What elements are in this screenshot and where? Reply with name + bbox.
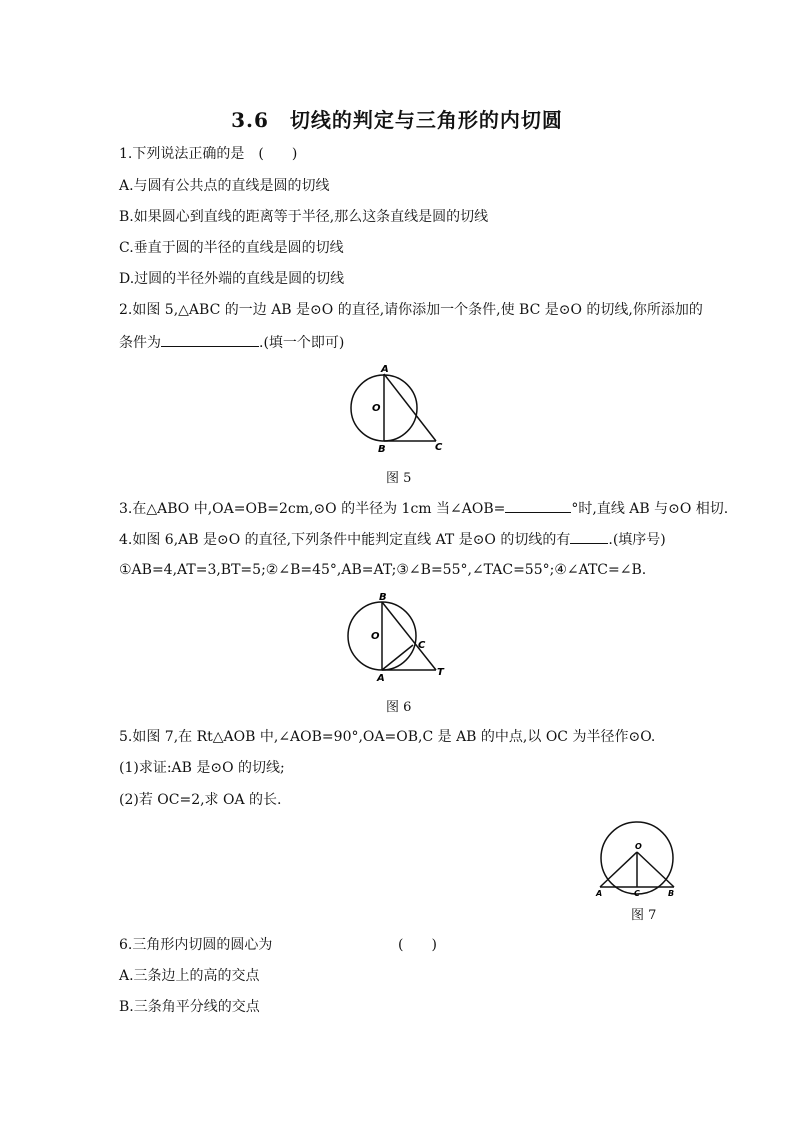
question-1-option-d: D.过圆的半径外端的直线是圆的切线 [119, 271, 345, 287]
figure-7-diagram [592, 815, 682, 900]
page-title: 3.6 切线的判定与三角形的内切圆 [231, 108, 563, 132]
figure-7-caption: 图 7 [631, 908, 657, 923]
figure-6-label-o: O [371, 631, 380, 642]
question-5-part-1: (1)求证:AB 是⊙O 的切线; [119, 760, 285, 776]
question-2-blank[interactable] [161, 332, 259, 347]
question-1-stem: 1.下列说法正确的是 ( ) [119, 146, 298, 162]
question-3-line [119, 498, 728, 519]
question-2-answer-line [119, 332, 344, 353]
question-3-blank[interactable] [505, 498, 571, 513]
question-2-prefix: 条件为 [119, 335, 161, 351]
figure-6-label-a: A [377, 673, 385, 684]
figure-7-label-c: C [634, 889, 640, 898]
figure-6-label-b: B [379, 592, 387, 603]
question-6-stem: 6.三角形内切圆的圆心为 [119, 937, 273, 953]
question-2-suffix: .(填一个即可) [259, 335, 345, 351]
question-4-line [119, 529, 666, 550]
figure-6-caption: 图 6 [386, 700, 412, 715]
figure-5-line-ac [384, 374, 436, 441]
figure-7-label-a: A [596, 889, 603, 898]
figure-5-caption: 图 5 [386, 471, 412, 486]
question-3-suffix: °时,直线 AB 与⊙O 相切. [571, 501, 729, 517]
question-1-option-c: C.垂直于圆的半径的直线是圆的切线 [119, 240, 344, 256]
figure-6-label-c: C [418, 640, 426, 651]
question-5-stem: 5.如图 7,在 Rt△AOB 中,∠AOB=90°,OA=OB,C 是 AB 的中点,以 OC 为半径作⊙O. [119, 729, 656, 745]
figure-5-label-o: O [372, 403, 381, 414]
figure-6-diagram [340, 588, 460, 684]
question-4-conditions: ①AB=4,AT=3,BT=5;②∠B=45°,AB=AT;③∠B=55°,∠TAC=55°;④∠ATC=∠B. [119, 562, 647, 578]
figure-5-label-b: B [378, 444, 386, 455]
figure-6-label-t: T [437, 667, 444, 678]
figure-7-label-b: B [668, 889, 675, 898]
figure-7-line-oa [600, 852, 637, 887]
figure-6-line-bt [382, 602, 436, 670]
question-2-stem: 2.如图 5,△ABC 的一边 AB 是⊙O 的直径,请你添加一个条件,使 BC 是⊙O 的切线,你所添加的 [119, 302, 703, 318]
figure-7-label-o: O [635, 842, 642, 851]
question-4-suffix: .(填序号) [608, 532, 666, 548]
figure-5-label-c: C [435, 442, 443, 453]
question-4-blank[interactable] [570, 529, 608, 544]
question-6-option-a: A.三条边上的高的交点 [119, 968, 260, 984]
question-1-option-a: A.与圆有公共点的直线是圆的切线 [119, 178, 330, 194]
question-4-prefix: 4.如图 6,AB 是⊙O 的直径,下列条件中能判定直线 AT 是⊙O 的切线的有 [119, 532, 571, 548]
question-1-option-b: B.如果圆心到直线的距离等于半径,那么这条直线是圆的切线 [119, 209, 489, 225]
question-6-answer-paren: ( ) [398, 937, 437, 953]
figure-5-label-a: A [381, 364, 389, 375]
figure-7-line-ob [637, 852, 674, 887]
question-3-prefix: 3.在△ABO 中,OA=OB=2cm,⊙O 的半径为 1cm 当∠AOB= [119, 501, 506, 517]
question-5-part-2: (2)若 OC=2,求 OA 的长. [119, 792, 282, 808]
figure-5-diagram [340, 360, 460, 456]
question-6-option-b: B.三条角平分线的交点 [119, 999, 260, 1015]
